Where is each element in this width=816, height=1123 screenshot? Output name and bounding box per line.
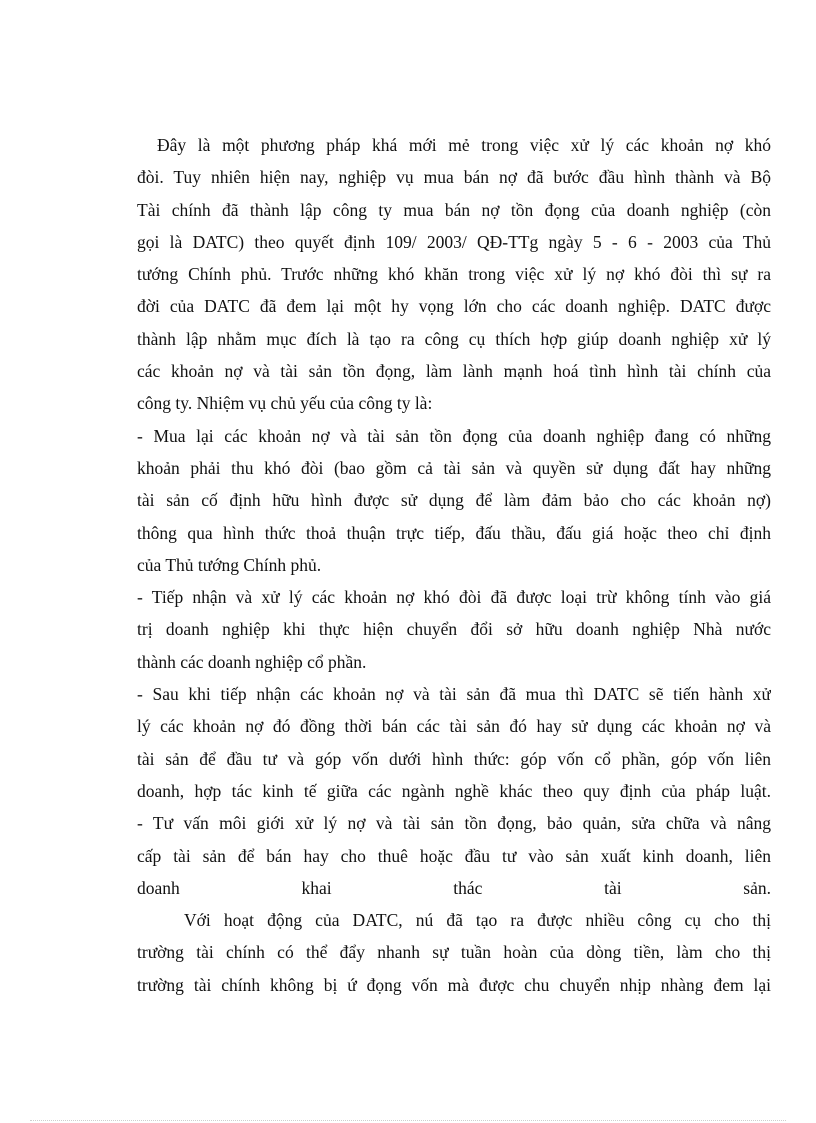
text-line: thông qua hình thức thoả thuận trực tiếp, đấu thầu, đấu giá hoặc theo chỉ định bbox=[137, 522, 771, 543]
text-line: - Mua lại các khoản nợ và tài sản tồn đọng của doanh nghiệp đang có những bbox=[137, 425, 771, 446]
text-line: trường tài chính có thể đẩy nhanh sự tuần hoàn của dòng tiền, làm cho thị bbox=[137, 942, 771, 963]
text-line: doanh, hợp tác kinh tế giữa các ngành nghề khác theo quy định của pháp luật. bbox=[137, 780, 771, 801]
text-line: các khoản nợ và tài sản tồn đọng, làm lành mạnh hoá tình hình tài chính của bbox=[137, 361, 771, 382]
text-line: - Tiếp nhận và xử lý các khoản nợ khó đòi đã được loại trừ không tính vào giá bbox=[137, 587, 771, 608]
text-line: doanh khai thác tài sản. bbox=[137, 877, 771, 898]
text-line: tài sản để đầu tư và góp vốn dưới hình thức: góp vốn cổ phần, góp vốn liên bbox=[137, 748, 771, 769]
text-line: - Sau khi tiếp nhận các khoản nợ và tài sản đã mua thì DATC sẽ tiến hành xử bbox=[137, 684, 771, 705]
text-line: thành các doanh nghiệp cổ phần. bbox=[137, 651, 367, 672]
body-text bbox=[137, 129, 771, 1001]
text-line: gọi là DATC) theo quyết định 109/ 2003/ QĐ-TTg ngày 5 - 6 - 2003 của Thủ bbox=[137, 231, 771, 252]
text-line: tướng Chính phủ. Trước những khó khăn trong việc xử lý nợ khó đòi thì sự ra bbox=[137, 264, 771, 285]
text-line: trị doanh nghiệp khi thực hiện chuyển đổi sở hữu doanh nghiệp Nhà nước bbox=[137, 619, 771, 640]
text-line: khoản phải thu khó đòi (bao gồm cả tài sản và quyền sử dụng đất hay những bbox=[137, 457, 771, 478]
text-line: - Tư vấn môi giới xử lý nợ và tài sản tồn đọng, bảo quản, sửa chữa và nâng bbox=[137, 813, 771, 834]
page-bottom-divider bbox=[30, 1120, 786, 1121]
text-line: Đây là một phương pháp khá mới mẻ trong việc xử lý các khoản nợ khó bbox=[157, 135, 771, 155]
text-line: đòi. Tuy nhiên hiện nay, nghiệp vụ mua bán nợ đã bước đầu hình thành và Bộ bbox=[137, 167, 771, 188]
text-line: đời của DATC đã đem lại một hy vọng lớn cho các doanh nghiệp. DATC được bbox=[137, 296, 771, 317]
text-line: trường tài chính không bị ứ đọng vốn mà được chu chuyển nhịp nhàng đem lại bbox=[137, 974, 771, 995]
text-line: tài sản cố định hữu hình được sử dụng để làm đảm bảo cho các khoản nợ) bbox=[137, 490, 771, 511]
text-line: cấp tài sản để bán hay cho thuê hoặc đầu tư vào sản xuất kinh doanh, liên bbox=[137, 845, 771, 866]
text-line: Tài chính đã thành lập công ty mua bán nợ tồn đọng của doanh nghiệp (còn bbox=[137, 199, 771, 220]
text-line: công ty. Nhiệm vụ chủ yếu của công ty là: bbox=[137, 393, 433, 414]
text-line: thành lập nhằm mục đích là tạo ra công cụ thích hợp giúp doanh nghiệp xử lý bbox=[137, 328, 771, 349]
text-line: lý các khoản nợ đó đồng thời bán các tài sản đó hay sử dụng các khoản nợ và bbox=[137, 716, 771, 737]
text-line: Với hoạt động của DATC, nú đã tạo ra được nhiều công cụ cho thị bbox=[184, 910, 771, 931]
text-line: của Thủ tướng Chính phủ. bbox=[137, 554, 322, 575]
